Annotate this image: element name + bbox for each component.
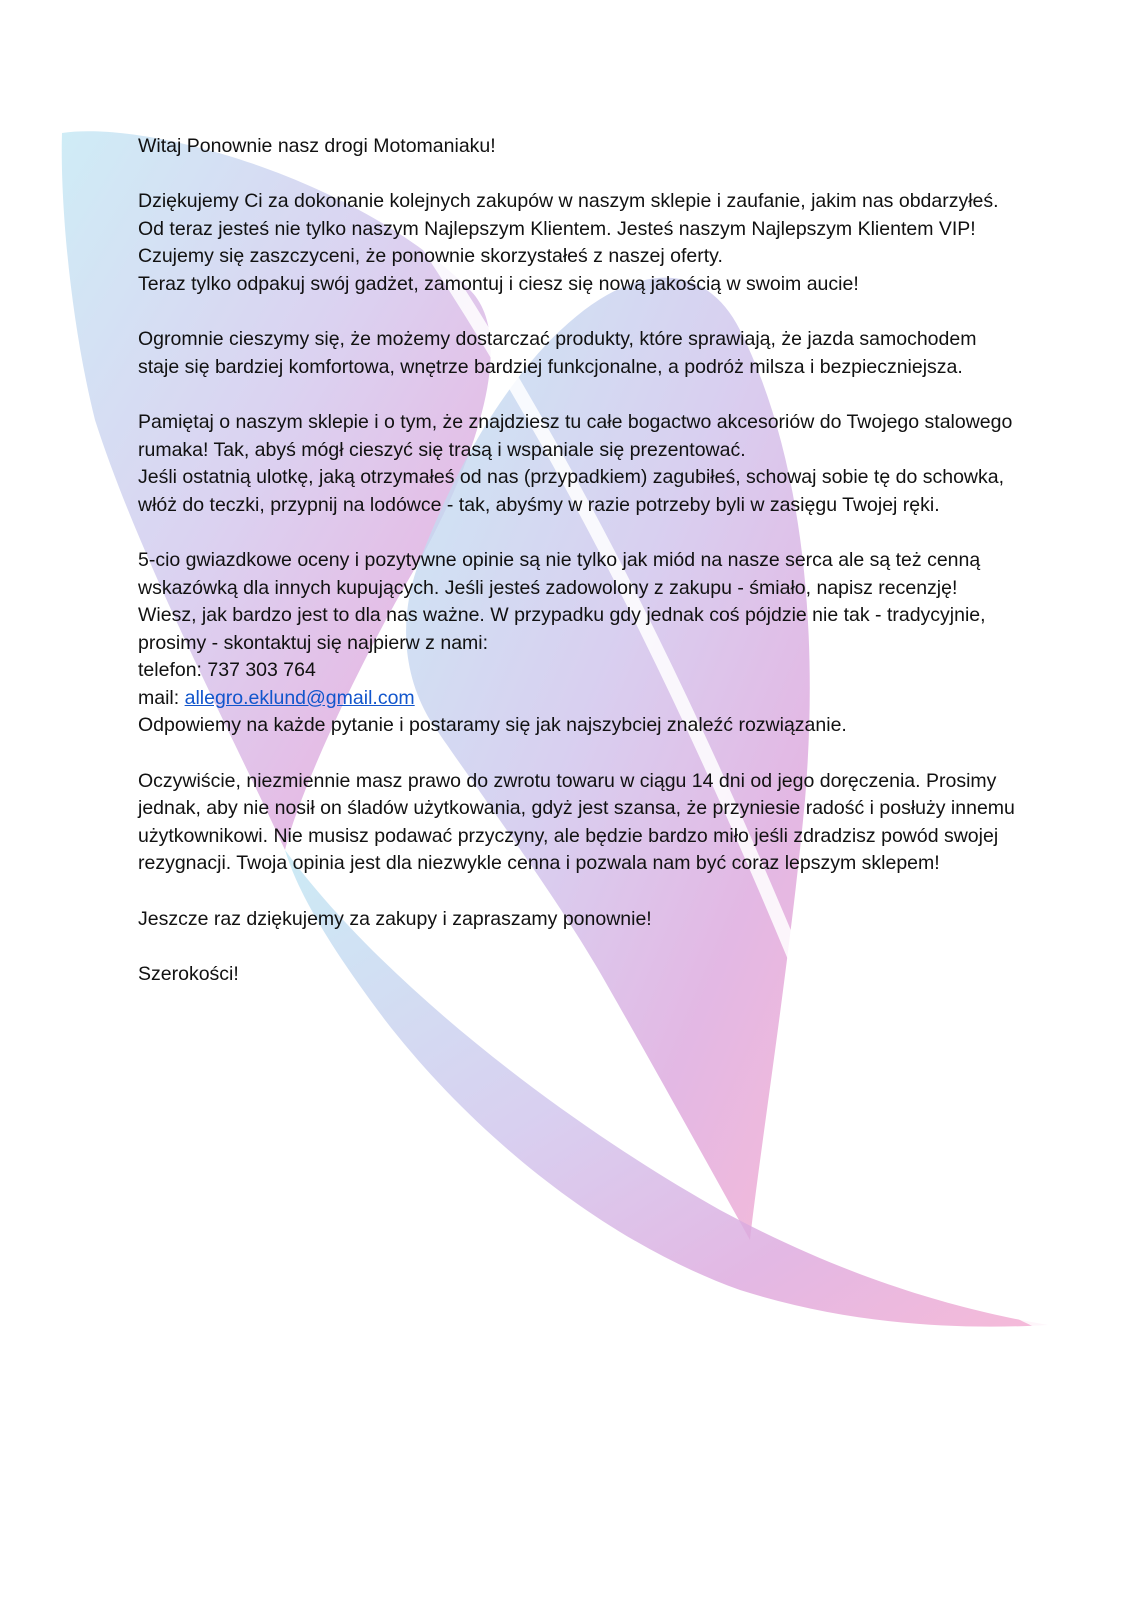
- letter-body: [138, 133, 1018, 1016]
- greeting: Witaj Ponownie nasz drogi Motomaniaku!: [138, 135, 496, 157]
- thanks-line-3: Czujemy się zaszczyceni, że ponownie skorzystałeś z naszej oferty.: [138, 245, 723, 268]
- thanks-line-1: Dziękujemy Ci za dokonanie kolejnych zakupów w naszym sklepie i zaufanie, jakim nas obdarzyłeś.: [138, 190, 999, 213]
- store-reminder-line-2: Jeśli ostatnią ulotkę, jaką otrzymałeś od nas (przypadkiem) zagubiłeś, schowaj sobie tę do schowka, włóż do teczki, przypnij na lodówce - tak, abyśmy w razie potrzeby byli w zasięgu Twojej ręki.: [138, 466, 1005, 516]
- paragraph-store-reminder: [138, 409, 1018, 519]
- mail-label: mail:: [138, 686, 185, 709]
- paragraph-thanks-again: Jeszcze raz dziękujemy za zakupy i zapraszamy ponownie!: [138, 907, 652, 930]
- paragraph-thanks: [138, 188, 1018, 298]
- paragraph-returns: Oczywiście, niezmiennie masz prawo do zwrotu towaru w ciągu 14 dni od jego doręczenia. Prosimy jednak, aby nie nosił on śladów użytkowania, gdyż jest szansa, że przyniesie radość i posłuży innemu użytkownikowi. Nie musisz podawać przyczyny, ale będzie bardzo miło jeśli zdradzisz powód swojej rezygnacji. Twoja opinia jest dla niezwykle cenna i pozwala nam być coraz lepszym sklepem!: [138, 769, 1015, 875]
- thanks-line-4: Teraz tylko odpakuj swój gadżet, zamontuj i ciesz się nową jakością w swoim aucie!: [138, 272, 859, 295]
- store-reminder-line-1: Pamiętaj o naszym sklepie i o tym, że znajdziesz tu całe bogactwo akcesoriów do Twojego stalowego rumaka! Tak, abyś mógł cieszyć się trasą i wspaniale się prezentować.: [138, 410, 1013, 461]
- sign-off: Szerokości!: [138, 962, 239, 985]
- contact-closing-line: Odpowiemy na każde pytanie i postaramy się jak najszybciej znaleźć rozwiązanie.: [138, 714, 847, 737]
- contact-phone: telefon: 737 303 764: [138, 659, 316, 682]
- paragraph-products: Ogromnie cieszymy się, że możemy dostarczać produkty, które sprawiają, że jazda samochodem staje się bardziej komfortowa, wnętrze bardziej funkcjonalne, a podróż milsza i bezpieczniejsza.: [138, 328, 977, 378]
- contact-mail-line: [138, 685, 1018, 713]
- thanks-line-2: Od teraz jesteś nie tylko naszym Najlepszym Klientem. Jesteś naszym Najlepszym Klientem VIP!: [138, 217, 976, 240]
- reviews-text: 5-cio gwiazdkowe oceny i pozytywne opinie są nie tylko jak miód na nasze serca ale są też cenną wskazówką dla innych kupujących. Jeśli jesteś zadowolony z zakupu - śmiało, napisz recenzję! Wiesz, jak bardzo jest to dla nas ważne. W przypadku gdy jednak coś pójdzie nie tak - tradycyjnie, prosimy - skontaktuj się najpierw z nami:: [138, 548, 986, 654]
- email-link[interactable]: allegro.eklund@gmail.com: [184, 686, 415, 709]
- paragraph-reviews-contact: [138, 547, 1018, 740]
